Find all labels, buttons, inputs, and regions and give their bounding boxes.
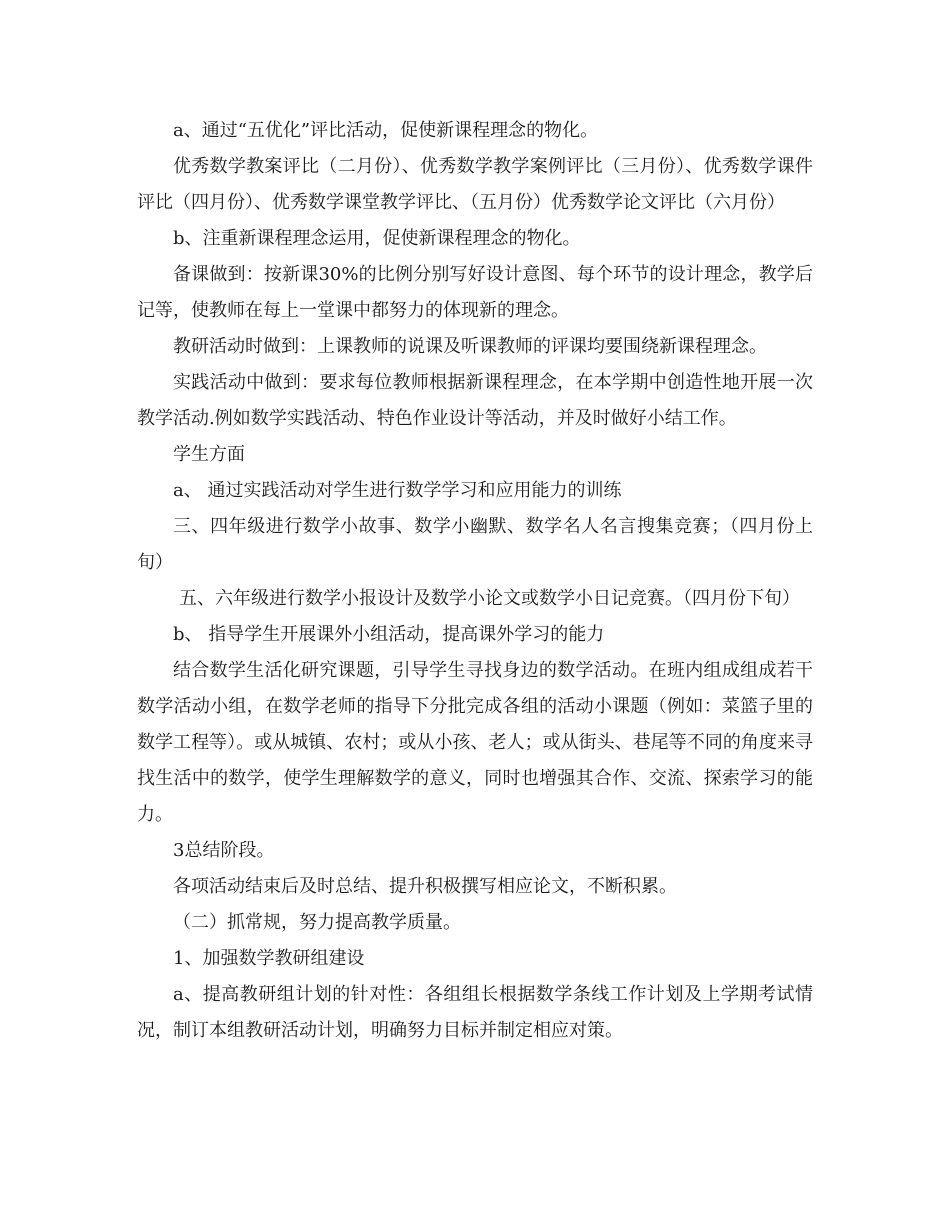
paragraph-students-practice: a、 通过实践活动对学生进行数学学习和应用能力的训练 — [173, 480, 622, 501]
paragraph-competitions-schedule: 优秀数学教案评比（二月份）、优秀数学教学案例评比（三月份）、优秀数学课件评比（四月份）、优秀数学课堂教学评比、（五月份）优秀数学论文评比（六月份） — [137, 156, 813, 213]
paragraph-lesson-preparation: 备课做到：按新课30%的比例分别写好设计意图、每个环节的设计理念，教学后记等，使教师在每上一堂课中都努力的体现新的理念。 — [137, 264, 813, 321]
paragraph-students-heading: 学生方面 — [173, 444, 245, 465]
paragraph-grade-three-four: 三、四年级进行数学小故事、数学小幽默、数学名人名言搜集竞赛；（四月份上旬） — [137, 516, 813, 573]
document-body — [137, 113, 813, 1049]
paragraph-apply-new-curriculum: b、注重新课程理念运用，促使新课程理念的物化。 — [173, 228, 581, 249]
paragraph-practice-activities: 实践活动中做到：要求每位教师根据新课程理念，在本学期中创造性地开展一次教学活动.例如数学实践活动、特色作业设计等活动，并及时做好小结工作。 — [137, 372, 813, 429]
paragraph-five-optimizations: a、通过“五优化”评比活动，促使新课程理念的物化。 — [173, 120, 599, 141]
paragraph-teaching-research: 教研活动时做到：上课教师的说课及听课教师的评课均要围绕新课程理念。 — [173, 336, 767, 357]
paragraph-routine-quality: （二）抓常规，努力提高教学质量。 — [173, 912, 461, 933]
paragraph-extracurricular-groups: b、 指导学生开展课外小组活动，提高课外学习的能力 — [173, 624, 605, 645]
paragraph-research-plan: a、提高教研组计划的针对性：各组组长根据数学条线工作计划及上学期考试情况，制订本组教研活动计划，明确努力目标并制定相应对策。 — [137, 984, 813, 1041]
paragraph-life-math-research: 结合数学生活化研究课题，引导学生寻找身边的数学活动。在班内组成组成若干数学活动小组，在数学老师的指导下分批完成各组的活动小课题（例如：菜篮子里的数学工程等）。或从城镇、农村；或从小孩、老人；或从街头、巷尾等不同的角度来寻找生活中的数学，使学生理解数学的意义，同时也增强其合作、交流、探索学习的能力。 — [137, 660, 813, 825]
paragraph-grade-five-six: 五、六年级进行数学小报设计及数学小论文或数学小日记竞赛。（四月份下旬） — [179, 588, 800, 609]
paragraph-research-group-building: 1、加强数学教研组建设 — [173, 948, 365, 969]
paragraph-summary-details: 各项活动结束后及时总结、提升积极撰写相应论文，不断积累。 — [173, 876, 677, 897]
paragraph-summary-stage: 3总结阶段。 — [173, 840, 275, 861]
